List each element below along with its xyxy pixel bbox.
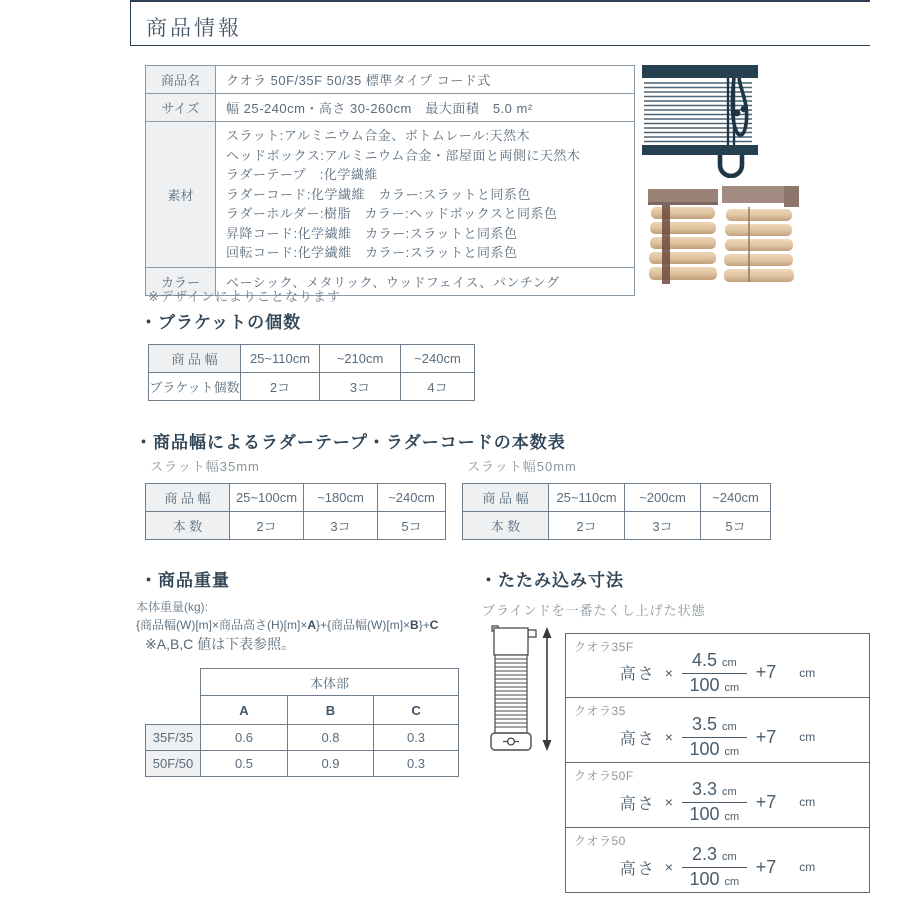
denominator: 100 xyxy=(689,739,720,759)
fraction xyxy=(682,779,747,825)
weight-value-cell: 0.5 xyxy=(201,751,288,777)
plus-constant: +7 xyxy=(755,791,777,812)
weight-value-cell: 0.3 xyxy=(374,725,459,751)
denominator: 100 xyxy=(689,674,720,695)
ladder50-caption: スラット幅50mm xyxy=(467,459,577,474)
unit-label: cm xyxy=(724,811,740,823)
ladder35-caption: スラット幅35mm xyxy=(150,459,260,474)
bracket-count-table xyxy=(148,344,475,401)
ladder50-header-cell: ~200cm xyxy=(625,484,701,512)
times-symbol: × xyxy=(664,664,673,681)
ladder35-value-cell: 5コ xyxy=(378,512,446,540)
bracket-row-label: ブラケット個数 xyxy=(149,373,241,401)
page-title: 商品情報 xyxy=(146,16,242,40)
model-label: クオラ35 xyxy=(574,704,626,718)
times-symbol: × xyxy=(664,859,673,875)
ladder35-header-cell: ~240cm xyxy=(378,484,446,512)
weight-col-header: B xyxy=(288,696,374,725)
wood-blind-stack-icon xyxy=(722,182,799,284)
bracket-section-heading: ・ブラケットの個数 xyxy=(140,313,302,332)
venetian-blind-icon xyxy=(640,62,772,178)
folded-blind-height-icon xyxy=(480,624,565,769)
weight-coefficient-table xyxy=(145,668,459,777)
weight-note: ※A,B,C 値は下表参照。 xyxy=(145,636,296,652)
times-symbol: × xyxy=(664,794,673,810)
formula-var-a: A xyxy=(307,618,317,632)
fraction xyxy=(682,844,747,890)
fraction xyxy=(682,714,747,760)
ladder50-header-cell: 商 品 幅 xyxy=(463,484,549,512)
height-label: 高さ xyxy=(619,860,656,878)
material-line: スラット:アルミニウム合金、ボトムレール:天然木 xyxy=(226,128,531,143)
formula-part: }+ xyxy=(418,618,430,632)
design-note: ※デザインによりことなります xyxy=(148,289,341,304)
ladder-section-heading: ・商品幅によるラダーテープ・ラダーコードの本数表 xyxy=(135,433,566,452)
height-label: 高さ xyxy=(619,730,656,748)
weight-value-cell: 0.8 xyxy=(288,725,374,751)
weight-intro: 本体重量(kg): xyxy=(136,600,209,614)
weight-row-label: 50F/50 xyxy=(146,751,201,777)
weight-row-label: 35F/35 xyxy=(146,725,201,751)
folding-subtitle: ブラインドを一番たくし上げた状態 xyxy=(482,603,706,618)
spec-label-color: カラー xyxy=(146,267,216,295)
folding-formula xyxy=(566,648,869,697)
spec-value-name: クオラ 50F/35F 50/35 標準タイプ コード式 xyxy=(216,66,635,94)
ladder35-header-cell: ~180cm xyxy=(304,484,378,512)
model-label: クオラ50F xyxy=(574,769,634,783)
formula-var-c: C xyxy=(429,618,439,632)
unit-label: cm xyxy=(799,730,816,744)
folding-section-heading: ・たたみ込み寸法 xyxy=(480,571,624,590)
times-symbol: × xyxy=(664,729,673,745)
ladder-count-table-50mm xyxy=(462,483,771,540)
ladder-count-table-35mm xyxy=(145,483,446,540)
ladder35-header-cell: 商 品 幅 xyxy=(146,484,230,512)
spec-label-material: 素材 xyxy=(146,122,216,268)
bracket-header-cell: ~240cm xyxy=(401,345,475,373)
ladder35-row-label: 本 数 xyxy=(146,512,230,540)
ladder35-value-cell: 3コ xyxy=(304,512,378,540)
unit-label: cm xyxy=(722,721,737,733)
unit-label: cm xyxy=(799,665,816,680)
model-label: クオラ35F xyxy=(574,640,634,654)
unit-label: cm xyxy=(799,860,816,874)
weight-value-cell: 0.9 xyxy=(288,751,374,777)
bracket-header-cell: 商 品 幅 xyxy=(149,345,241,373)
ladder35-value-cell: 2コ xyxy=(230,512,304,540)
weight-col-header: C xyxy=(374,696,459,725)
unit-label: cm xyxy=(722,851,737,863)
folding-formula xyxy=(566,777,869,827)
ladder50-value-cell: 2コ xyxy=(549,512,625,540)
empty-cell xyxy=(146,696,201,725)
formula-var-b: B xyxy=(410,618,419,632)
model-label: クオラ50 xyxy=(574,834,626,848)
ladder50-value-cell: 5コ xyxy=(701,512,771,540)
spec-label-name: 商品名 xyxy=(146,66,216,94)
weight-formula xyxy=(136,616,438,633)
unit-label: cm xyxy=(722,786,737,798)
height-label: 高さ xyxy=(619,666,656,683)
spec-value-color: ベーシック、メタリック、ウッドフェイス、パンチング xyxy=(216,267,635,295)
bracket-header-cell: 25~110cm xyxy=(241,345,320,373)
bracket-value-cell: 2コ xyxy=(241,373,320,401)
folding-dimension-table xyxy=(565,633,870,893)
plus-constant: +7 xyxy=(755,726,777,747)
weight-section-heading: ・商品重量 xyxy=(140,571,230,590)
denominator: 100 xyxy=(689,869,720,889)
bracket-header-cell: ~210cm xyxy=(320,345,401,373)
denominator: 100 xyxy=(689,804,720,824)
plus-constant: +7 xyxy=(755,856,777,877)
ladder50-row-label: 本 数 xyxy=(463,512,549,540)
numerator: 3.3 xyxy=(691,779,718,799)
weight-col-header: A xyxy=(201,696,288,725)
material-line: ラダーテープ :化学繊維 xyxy=(226,167,378,182)
product-spec-table xyxy=(145,65,635,296)
material-line: 回転コード:化学繊維 カラー:スラットと同系色 xyxy=(226,245,518,260)
wood-blind-photo-right xyxy=(722,182,799,289)
formula-part: {商品幅(W)[m]×商品高さ(H)[m]× xyxy=(136,618,308,632)
folding-formula xyxy=(566,842,869,892)
weight-group-header: 本体部 xyxy=(201,669,459,696)
unit-label: cm xyxy=(724,876,740,888)
unit-label: cm xyxy=(722,656,737,669)
formula-part: }+{商品幅(W)[m]× xyxy=(316,618,411,632)
height-label: 高さ xyxy=(619,795,656,813)
spec-value-size: 幅 25-240cm・高さ 30-260cm 最大面積 5.0 m² xyxy=(216,94,635,122)
wood-blind-photo-left xyxy=(648,184,718,289)
numerator: 2.3 xyxy=(691,844,718,864)
fraction xyxy=(682,650,747,696)
material-line: ヘッドボックス:アルミニウム合金・部屋面と両側に天然木 xyxy=(226,147,581,163)
material-line: ラダーコード:化学繊維 カラー:スラットと同系色 xyxy=(226,186,531,202)
page-header xyxy=(130,0,870,46)
folded-blind-diagram xyxy=(480,624,565,774)
numerator: 3.5 xyxy=(691,714,718,734)
folding-formula xyxy=(566,712,869,762)
spec-label-size: サイズ xyxy=(146,94,216,122)
folding-row-kuora50 xyxy=(565,828,870,893)
folding-row-kuora35 xyxy=(565,698,870,763)
bracket-value-cell: 3コ xyxy=(320,373,401,401)
ladder50-value-cell: 3コ xyxy=(625,512,701,540)
spec-value-material xyxy=(216,122,635,268)
weight-value-cell: 0.6 xyxy=(201,725,288,751)
wood-blind-stack-icon xyxy=(648,184,718,284)
plus-constant: +7 xyxy=(755,662,777,682)
weight-value-cell: 0.3 xyxy=(374,751,459,777)
material-line: ラダーホルダー:樹脂 カラー:ヘッドボックスと同系色 xyxy=(226,206,558,221)
unit-label: cm xyxy=(724,681,740,694)
bracket-value-cell: 4コ xyxy=(401,373,475,401)
material-line: 昇降コード:化学繊維 カラー:スラットと同系色 xyxy=(226,225,518,241)
unit-label: cm xyxy=(724,746,740,758)
ladder50-header-cell: 25~110cm xyxy=(549,484,625,512)
unit-label: cm xyxy=(799,795,816,809)
folding-row-kuora50f xyxy=(565,763,870,828)
folding-row-kuora35f xyxy=(565,633,870,698)
empty-cell xyxy=(146,669,201,696)
ladder35-header-cell: 25~100cm xyxy=(230,484,304,512)
ladder50-header-cell: ~240cm xyxy=(701,484,771,512)
numerator: 4.5 xyxy=(691,649,718,670)
blind-illustration-image xyxy=(640,62,772,183)
